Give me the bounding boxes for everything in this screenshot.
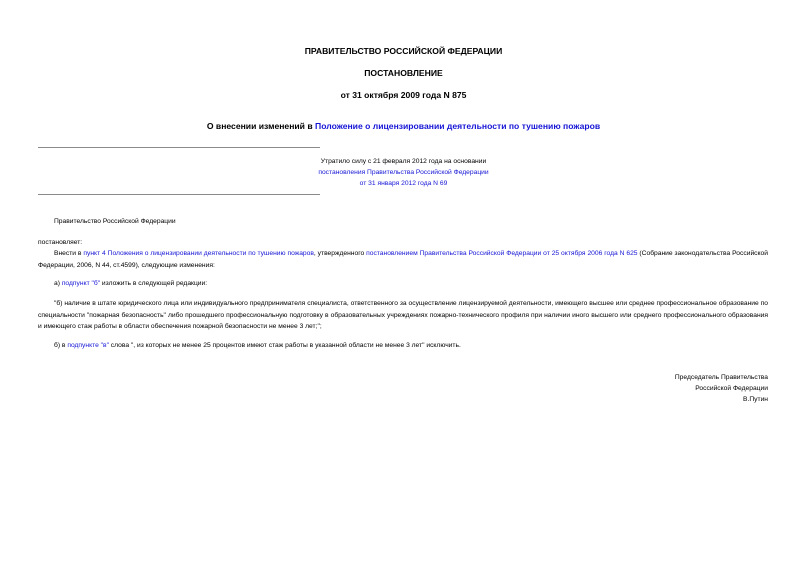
p1-text-3: (Собрание законодательства Российской Федерации, 2006, N 44, ст.4599), следующие изменения: (38, 250, 768, 269)
status-note-line: Утратило силу с 21 февраля 2012 года на основании (320, 158, 487, 165)
document-title (0, 121, 807, 132)
bottom-divider (38, 194, 320, 195)
paragraph-b-quote: "б) наличие в штате юридического лица или индивидуального предпринимателя специалиста, ответственного за осуществление лицензируемой деятельности, имеющего высшее или среднее профессиональное образование по специальности "пожарная безопасность" либо прошедшего профессиональную подготовку в образовательных учреждениях пожарно-технического профиля при наличии иного высшего или среднего профессионального образования и имеющего стаж работы в области обеспечения пожарной безопасности не менее 3 лет;"; (38, 300, 768, 330)
paragraph-a (54, 278, 207, 290)
signature-org: Российской Федерации (695, 385, 768, 392)
pa-prefix: а) (54, 280, 62, 287)
signature-title: Председатель Правительства (674, 374, 768, 381)
status-note-link-2[interactable]: от 31 января 2012 года N 69 (359, 180, 448, 187)
p1-link-decree[interactable]: постановлением Правительства Российской Федерации от 25 октября 2006 года N 625 (366, 250, 638, 257)
p1-text-1: Внести в (54, 250, 84, 257)
decrees-text: постановляет: (38, 239, 83, 246)
date-number-heading: от 31 октября 2009 года N 875 (340, 90, 467, 100)
pc-link[interactable]: подпункте "в" (67, 342, 109, 349)
intro-text: Правительство Российской Федерации (54, 218, 176, 225)
government-heading: ПРАВИТЕЛЬСТВО РОССИЙСКОЙ ФЕДЕРАЦИИ (304, 46, 503, 56)
title-link[interactable]: Положение о лицензировании деятельности по тушению пожаров (315, 121, 601, 131)
pc-prefix: б) в (54, 342, 68, 349)
signature-name: В.Путин (743, 396, 768, 403)
pa-link[interactable]: подпункт "б" (61, 280, 101, 287)
p1-text-2: , утвержденного (313, 250, 367, 257)
p1-link-clause[interactable]: пункт 4 Положения о лицензировании деятельности по тушению пожаров (83, 250, 314, 257)
status-note-link-1[interactable]: постановления Правительства Российской Федерации (318, 169, 489, 176)
top-divider (38, 147, 320, 148)
paragraph-c (54, 340, 461, 352)
paragraph-amendments (38, 248, 768, 271)
pc-rest: слова ", из которых не менее 25 процентов имеют стаж работы в указанной области не менее 3 лет" исключить. (108, 342, 461, 349)
title-prefix: О внесении изменений в (206, 121, 316, 131)
doc-type-heading: ПОСТАНОВЛЕНИЕ (364, 68, 443, 78)
pa-rest: изложить в следующей редакции: (100, 280, 208, 287)
